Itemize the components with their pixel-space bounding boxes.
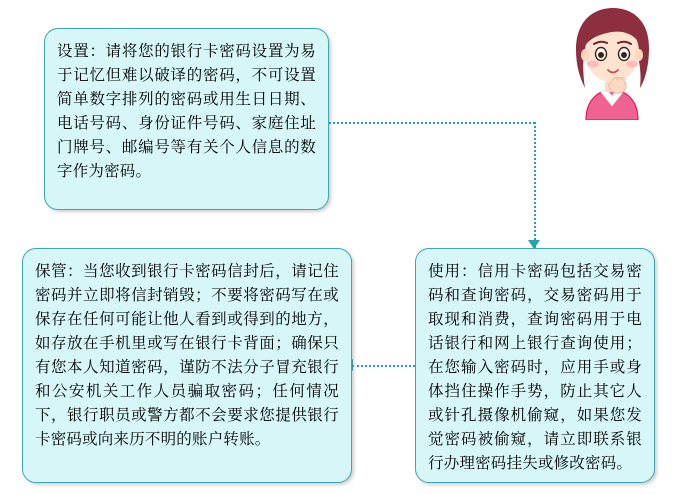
connector-setting-to-usage-vertical [534, 122, 536, 248]
setting-box [44, 28, 329, 210]
setting-box-text: 设置：请将您的银行卡密码设置为易于记忆但难以破译的密码，不可设置简单数字排列的密码或用生日日期、电话号码、身份证件号码、家庭住址门牌号、邮编号等有关个人信息的数字作为密码。 [57, 42, 316, 181]
usage-box-text: 使用：信用卡密码包括交易密码和查询密码，交易密码用于取现和消费，查询密码用于电话银行和网上银行查询使用；在您输入密码时，应用手或身体挡住操作手势，防止其它人或针孔摄像机偷窥，如果您发觉密码被偷窥，请立即联系银行办理密码挂失或修改密码。 [428, 262, 642, 473]
thinking-girl-illustration [556, 2, 668, 120]
connector-setting-to-usage-horizontal [329, 122, 535, 124]
keeping-box-text: 保管：当您收到银行卡密码信封后，请记住密码并立即将信封销毁；不要将密码写在或保存在任何可能让他人看到或得到的地方，如存放在手机里或写在银行卡背面；确保只有您本人知道密码，谨防不法分子冒充银行和公安机关工作人员骗取密码；任何情况下，银行职员或警方都不会要求您提供银行卡密码或向来历不明的账户转账。 [35, 262, 339, 449]
usage-box [415, 248, 655, 483]
connector-usage-to-keeping [352, 365, 415, 367]
keeping-box [22, 248, 352, 483]
